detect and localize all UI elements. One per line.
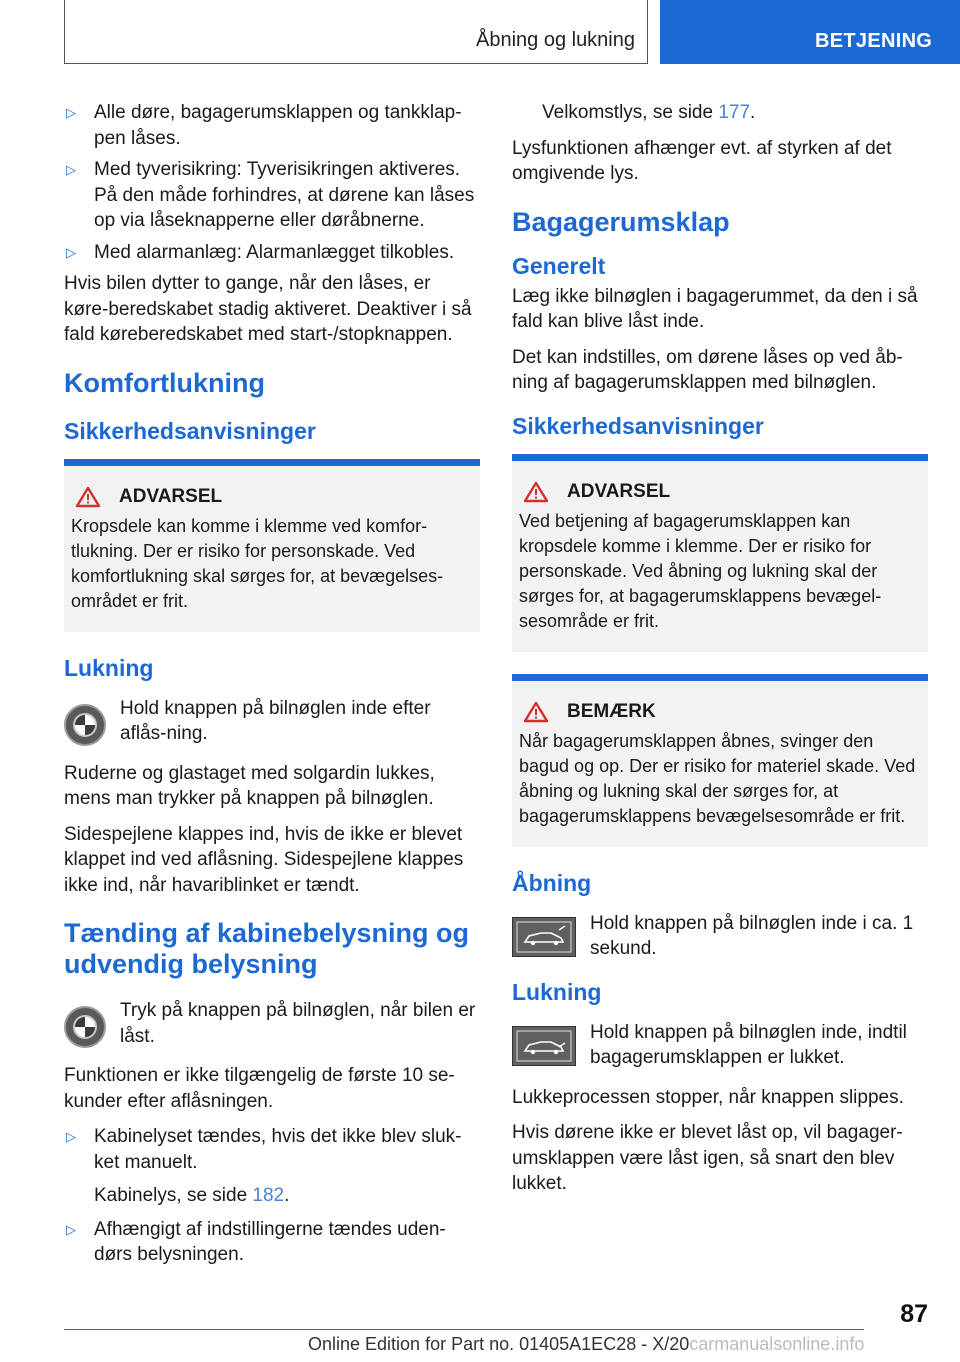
heading-generelt: Generelt (512, 252, 606, 279)
warning-triangle-icon (75, 486, 101, 508)
page-number: 87 (900, 1300, 928, 1328)
heading-sikkerhedsanvisninger: Sikkerhedsanvisninger (64, 417, 316, 444)
paragraph-lukke: Lukkeprocessen stopper, når knappen slippes. (512, 1086, 904, 1108)
triangle-bullet-icon: ▷ (66, 105, 76, 120)
bullet-item: ▷ Alle døre, bagagerumsklappen og tankklap-pen låses. (66, 102, 462, 149)
paragraph-spejl: Sidespejlene klappes ind, hvis de ikke er blevet klappet ind ved aflåsning. Sidespejlene klappes ikke ind, når havariblinket er tændt. (64, 823, 464, 896)
paragraph-doere: Hvis dørene ikke er blevet låst op, vil bagager-umsklappen være låst igen, så snart den blev lukket. (512, 1122, 903, 1194)
triangle-bullet-icon: ▷ (66, 1129, 76, 1144)
chapter-tab-label: BETJENING (815, 30, 933, 52)
warning-text: Kropsdele kan komme i klemme ved komfor-tlukning. Der er risiko for personskade. Ved komfortlukning skal sørges for, at bevægelses-området er frit. (71, 515, 444, 611)
paragraph-indstil: Det kan indstilles, om dørene låses op ved åb-ning af bagagerumsklappen med bilnøglen. (512, 346, 903, 393)
page-link-177[interactable]: 177 (718, 102, 751, 123)
heading-taending: Tænding af kabinebelysning og udvendig belysning (64, 918, 470, 979)
icon-row: Hold knappen på bilnøglen inde efter aflås-ning. (64, 696, 480, 747)
paragraph-funktion: Funktionen er ikke tilgængelig de første 10 se-kunder efter aflåsningen. (64, 1065, 455, 1112)
icon-row: Tryk på knappen på bilnøglen, når bilen er låst. (64, 998, 480, 1049)
key-fob-button-icon (64, 1006, 106, 1048)
heading-lukning: Lukning (64, 654, 154, 681)
notice-text: Når bagagerumsklappen åbnes, svinger den bagud og op. Der er risiko for materiel skade. Ved åbning og lukning skal der sørges for, at bagagerumsklappens bevægelsesområde er frit. (519, 730, 916, 826)
bullet-item: ▷ Kabinelyset tændes, hvis det ikke blev sluk-ket manuelt. Kabinelys, se side 182. (66, 1126, 462, 1206)
heading-sikkerhedsanvisninger: Sikkerhedsanvisninger (512, 412, 764, 439)
key-fob-button-icon (64, 704, 106, 746)
paragraph-drive: Hvis bilen dytter to gange, når den låses, er køre-beredskabet stadig aktiveret. Deaktiver i så fald køreberedskabet med start-/stopknappen. (64, 273, 472, 345)
warning-title: ADVARSEL (567, 480, 671, 502)
triangle-bullet-icon: ▷ (66, 1221, 76, 1237)
page-link-182[interactable]: 182 (252, 1185, 285, 1206)
paragraph-ruder: Ruderne og glastaget med solgardin lukkes, mens man trykker på knappen på bilnøglen. (64, 762, 435, 809)
warning-triangle-icon (523, 481, 549, 503)
bullet-item: ▷ Afhængigt af indstillingerne tændes uden-dørs belysningen. (66, 1218, 446, 1265)
header-section-title: Åbning og lukning (475, 29, 635, 51)
notice-title: BEMÆRK (567, 700, 656, 722)
paragraph-laeg: Læg ikke bilnøglen i bagagerummet, da den i så fald kan blive låst inde. (512, 285, 918, 332)
icon-row: Hold knappen på bilnøglen inde, indtil bagagerumsklappen er lukket. (512, 1020, 928, 1071)
warning-text: Ved betjening af bagagerumsklappen kan kropsdele komme i klemme. Der er risiko for personskade. Ved åbning og lukning skal der sørges for, at bagagerumsklappens bevægel-sesområde er frit. (519, 510, 882, 631)
footer-divider (64, 1329, 864, 1330)
warning-title: ADVARSEL (119, 485, 223, 507)
icon-row: Hold knappen på bilnøglen inde i ca. 1 sekund. (512, 911, 928, 962)
heading-lukning: Lukning (512, 978, 602, 1005)
warning-box (64, 459, 480, 632)
heading-komfortlukning: Komfortlukning (64, 367, 265, 398)
watermark: carmanualsonline.info (689, 1334, 865, 1354)
warning-box (512, 454, 928, 652)
left-column (64, 100, 480, 1274)
warning-triangle-icon (523, 701, 549, 723)
triangle-bullet-icon: ▷ (66, 244, 76, 260)
bullet-item: ▷ Med alarmanlæg: Alarmanlægget tilkobles. (64, 240, 480, 266)
heading-bagagerumsklap: Bagagerumsklap (512, 206, 730, 237)
notice-box (512, 674, 928, 847)
triangle-bullet-icon: ▷ (66, 162, 76, 177)
bullet-item: ▷ Med tyverisikring: Tyverisikringen aktiveres. På den måde forhindres, at dørene kan låses op via låseknapperne eller døråbnerne. (66, 159, 475, 231)
edition-text: Online Edition for Part no. 01405A1EC28 - X/20carmanualsonline.info (308, 1334, 865, 1354)
trunk-button-icon (512, 1026, 576, 1066)
trunk-button-icon (512, 917, 576, 957)
paragraph-lys: Lysfunktionen afhænger evt. af styrken af det omgivende lys. (512, 137, 892, 184)
chapter-tab (660, 0, 960, 64)
heading-aabning: Åbning (512, 869, 592, 896)
right-column: Velkomstlys, se side 177. Lysfunktionen afhænger evt. af styrken af det omgivende lys. Bagagerumsklap Generelt Læg ikke bilnøglen i bagagerummet, da den i så fald kan blive låst inde. Det kan indstilles, om dørene låses op ved åb-ning af bagagerumsklappen med bilnøglen. Sikkerhedsanvisninger ADVARSEL Ved betjening af bagagerumsklappen kan kropsdele komme i klemme. Der er risiko for personskade. Ved åbning og lukning skal der sørges for, at bagagerumsklappens bevægel-sesområde er frit. BEMÆRK Når bagagerumsklappen åbnes, svinger den bagud og op. Der er risiko for materiel skade. Ved åbning og lukning skal der sørges for, at bagagerumsklappens bevægelsesområde er frit. Åbning Hold knappen på bilnøglen inde i ca. 1 sekund. Lukning Hold knappen på bilnøglen inde, indtil bagagerumsklappen er lukket. Lukkeprocessen stopper, når knappen slippes. Hvis dørene ikke er blevet låst op, vil bagager-umsklappen være låst igen, så snart den blev lukket. (512, 100, 928, 1207)
